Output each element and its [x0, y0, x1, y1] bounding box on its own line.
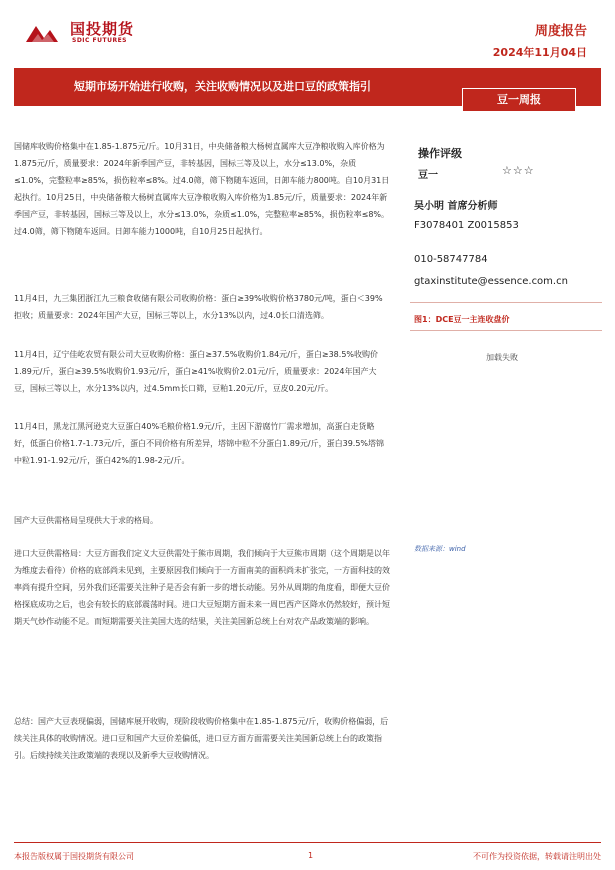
report-title: 短期市场开始进行收购，关注收购情况以及进口豆的政策指引: [74, 80, 371, 93]
paragraph-summary: [14, 713, 390, 764]
paragraph-domestic-balance: [14, 512, 390, 529]
paragraph-text: 11月4日，黑龙江黑河逊克大豆蛋白40%毛粮价格1.9元/斤，主因下游腐竹厂需求增加，高蛋白走货略好，低蛋白价格1.7-1.73元/斤，蛋白不同价格有所差异，塔锦中粒不分蛋白1.89元/斤，蛋白39.5%塔锦中粒1.91-1.92元/斤，蛋白42%的1.98-2元/斤。: [14, 422, 385, 465]
company-logo-icon: [24, 22, 60, 46]
paragraph-text: 11月4日，九三集团浙江九三粮食收储有限公司收购价格：蛋白≥39%收购价格3780元/吨，蛋白＜39%拒收；质量要求：2024年国产大豆，国标三等以上，水分13%以内，过4.0长口清选筛。: [14, 294, 383, 320]
logo-subtext: SDIC FUTURES: [72, 37, 128, 44]
contact-email[interactable]: gtaxinstitute@essence.com.cn: [414, 276, 568, 287]
paragraph-text: 国储库收购价格集中在1.85-1.875元/斤。10月31日，中央储备粮大杨树直属库大豆净粮收购入库价格为1.875元/斤，质量要求：2024年新季国产豆，非转基因，国标三等及以上，水分≤13.0%，杂质≤1.0%，完整粒率≥85%，损伤粒率≤8%。过4.0筛，筛下物随车返回，日卸车能力800吨。自10月31日起执行。10月25日，中央储备粮大杨树直属库大豆净粮收购入库价格为1.85元/斤，质量要求：2024年新季国产豆，非转基因，国标三等及以上，水分≤13.0%，杂质≤1.0%，完整粒率≥85%，损伤粒率≤8%。过4.0筛，筛下物随车返回。日卸车能力1000吨，自10月25日起执行。: [14, 142, 390, 236]
footer-disclaimer: 不可作为投资依据，转载请注明出处: [473, 852, 601, 861]
report-tag: 豆一周报: [462, 88, 576, 112]
report-date: 2024年11月04日: [492, 46, 587, 59]
rating-stars: ☆☆☆: [502, 164, 535, 177]
paragraph-text: 国产大豆供需格局呈现供大于求的格局。: [14, 516, 158, 525]
analyst-certificate: F3078401 Z0015853: [414, 220, 519, 231]
page-number: 1: [308, 851, 314, 860]
figure-load-failed: 加载失败: [486, 353, 518, 362]
figure-divider-bottom: [410, 330, 602, 331]
analyst-name: 吴小明 首席分析师: [414, 201, 498, 212]
figure-source: 数据来源：wind: [414, 545, 466, 553]
rating-product: 豆一: [418, 170, 438, 181]
paragraph-import-soybean: [14, 545, 390, 630]
report-type: 周度报告: [534, 24, 587, 39]
figure-divider-top: [410, 302, 602, 303]
paragraph-text: 11月4日，辽宁佳屹农贸有限公司大豆收购价格：蛋白≥37.5%收购价1.84元/斤，蛋白≥38.5%收购价1.89元/斤，蛋白≥39.5%收购价1.93元/斤，蛋白≥41%收购价2.01元/斤，质量要求：2024年国产大豆，国标三等以上，水分13%以内，过4.5mm长口筛，豆粕1.20元/斤，豆皮0.20元/斤。: [14, 350, 379, 393]
logo-text: 国投期货: [70, 20, 135, 38]
paragraph-liaoning: [14, 346, 390, 397]
footer-divider: [14, 842, 601, 843]
paragraph-text: 总结：国产大豆表现偏弱，国储库展开收购，现阶段收购价格集中在1.85-1.875元/斤，收购价格偏弱，后续关注具体的收购情况。进口豆和国产大豆价差偏低，进口豆方面方面需要关注美国新总统上台的政策指引。后续持续关注政策端的表现以及新季大豆收购情况。: [14, 717, 389, 760]
paragraph-jiusan: [14, 290, 390, 324]
paragraph-state-reserve: [14, 138, 390, 240]
paragraph-text: 进口大豆供需格局：大豆方面我们定义大豆供需处于熊市周期，我们倾向于大豆熊市周期（这个周期是以年为维度去看待）价格的底部尚未见到，主要原因我们倾向于一方面南美的面积尚未扩张完，一方面科技的效率尚有提升空间，另外我们还需要关注种子是否会有新一步的增长动能。另外从周期的角度看，即便大豆价格探底成功之后，也会有较长的底部震荡时间。进口大豆短期方面未来一周巴西产区降水仍然较好，预计短期天气炒作动能不足。而短期需要关注美国大选的结果，关注美国新总统上台对农产品政策端的影响。: [14, 549, 390, 626]
figure-title: 图1：DCE豆一主连收盘价: [414, 315, 510, 324]
contact-phone: 010-58747784: [414, 254, 488, 265]
footer-copyright: 本报告版权属于国投期货有限公司: [14, 852, 134, 861]
rating-heading: 操作评级: [418, 147, 462, 160]
paragraph-heihe: [14, 418, 390, 469]
